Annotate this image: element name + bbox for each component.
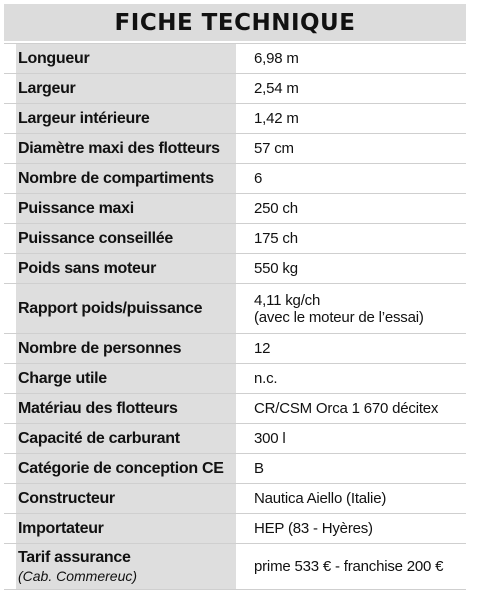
spec-value: 550 kg xyxy=(254,260,298,277)
spec-value: B xyxy=(254,460,264,477)
spec-label: Poids sans moteur xyxy=(18,259,157,277)
spec-label: Nombre de personnes xyxy=(18,339,182,357)
spec-value-cell xyxy=(238,44,466,73)
spec-row-puissance-maxi xyxy=(4,194,466,224)
spec-value: 175 ch xyxy=(254,230,298,247)
spec-row-tarif-assurance xyxy=(4,544,466,590)
spec-value-cell xyxy=(238,544,466,589)
spec-value: 6 xyxy=(254,170,263,187)
sheet-title: FICHE TECHNIQUE xyxy=(4,4,466,41)
spec-label: Tarif assurance xyxy=(18,549,131,566)
spec-value: 250 ch xyxy=(254,200,298,217)
spec-row-puissance-conseillee xyxy=(4,224,466,254)
spec-value: CR/CSM Orca 1 670 décitex xyxy=(254,400,439,417)
spec-value-cell xyxy=(238,194,466,223)
spec-label-cell xyxy=(4,544,238,589)
spec-value: n.c. xyxy=(254,370,278,387)
spec-row-longueur xyxy=(4,44,466,74)
spec-value: 300 l xyxy=(254,430,286,447)
spec-label: Importateur xyxy=(18,519,104,537)
spec-label-cell xyxy=(4,44,238,73)
spec-value: prime 533 € - franchise 200 € xyxy=(254,558,444,575)
spec-row-rapport-poids-puissance xyxy=(4,284,466,334)
spec-value-cell xyxy=(238,394,466,423)
spec-label-cell xyxy=(4,164,238,193)
spec-label-cell xyxy=(4,334,238,363)
spec-value-cell xyxy=(238,424,466,453)
spec-label: Diamètre maxi des flotteurs xyxy=(18,139,220,157)
spec-value: 2,54 m xyxy=(254,80,299,97)
spec-value-cell xyxy=(238,454,466,483)
spec-label-cell xyxy=(4,424,238,453)
spec-label-cell xyxy=(4,364,238,393)
spec-row-personnes xyxy=(4,334,466,364)
spec-row-categorie-ce xyxy=(4,454,466,484)
spec-row-diametre-flotteurs xyxy=(4,134,466,164)
spec-row-largeur-interieure xyxy=(4,104,466,134)
spec-label-cell xyxy=(4,104,238,133)
spec-label: Rapport poids/puissance xyxy=(18,299,203,317)
spec-value-cell xyxy=(238,284,466,333)
spec-label-cell xyxy=(4,484,238,513)
spec-value: 4,11 kg/ch xyxy=(254,291,321,309)
spec-label: Puissance maxi xyxy=(18,199,134,217)
spec-label: Capacité de carburant xyxy=(18,429,180,447)
spec-row-materiau xyxy=(4,394,466,424)
spec-value-cell xyxy=(238,224,466,253)
spec-value-cell xyxy=(238,484,466,513)
spec-label: Longueur xyxy=(18,49,90,67)
spec-label-cell xyxy=(4,284,238,333)
spec-label: Nombre de compartiments xyxy=(18,169,214,187)
spec-value-cell xyxy=(238,254,466,283)
spec-label-cell xyxy=(4,224,238,253)
spec-value-cell xyxy=(238,334,466,363)
spec-label: Catégorie de conception CE xyxy=(18,459,224,477)
spec-value: Nautica Aiello (Italie) xyxy=(254,490,387,507)
spec-sheet xyxy=(4,4,466,594)
spec-value-cell xyxy=(238,104,466,133)
spec-label-cell xyxy=(4,394,238,423)
spec-label-cell xyxy=(4,514,238,543)
spec-row-poids xyxy=(4,254,466,284)
spec-value: 57 cm xyxy=(254,140,294,157)
spec-label-cell xyxy=(4,254,238,283)
spec-row-importateur xyxy=(4,514,466,544)
spec-label-cell xyxy=(4,454,238,483)
spec-label-cell xyxy=(4,194,238,223)
spec-row-carburant xyxy=(4,424,466,454)
spec-label: Largeur intérieure xyxy=(18,109,150,127)
spec-row-compartiments xyxy=(4,164,466,194)
spec-value-cell xyxy=(238,514,466,543)
spec-value: 12 xyxy=(254,340,271,357)
spec-sublabel: (Cab. Commereuc) xyxy=(18,568,138,584)
spec-value: 6,98 m xyxy=(254,50,299,67)
spec-table xyxy=(4,43,466,590)
spec-label: Puissance conseillée xyxy=(18,229,173,247)
spec-value: HEP (83 - Hyères) xyxy=(254,520,373,537)
spec-row-largeur xyxy=(4,74,466,104)
spec-value: 1,42 m xyxy=(254,110,299,127)
spec-label-cell xyxy=(4,134,238,163)
spec-row-charge-utile xyxy=(4,364,466,394)
spec-value-cell xyxy=(238,74,466,103)
spec-label-cell xyxy=(4,74,238,103)
spec-label: Constructeur xyxy=(18,489,115,507)
spec-label: Matériau des flotteurs xyxy=(18,399,178,417)
spec-value-note: (avec le moteur de l’essai) xyxy=(254,308,424,326)
spec-value-cell xyxy=(238,134,466,163)
spec-row-constructeur xyxy=(4,484,466,514)
spec-value-cell xyxy=(238,164,466,193)
spec-label: Largeur xyxy=(18,79,76,97)
spec-label: Charge utile xyxy=(18,369,107,387)
spec-value-cell xyxy=(238,364,466,393)
